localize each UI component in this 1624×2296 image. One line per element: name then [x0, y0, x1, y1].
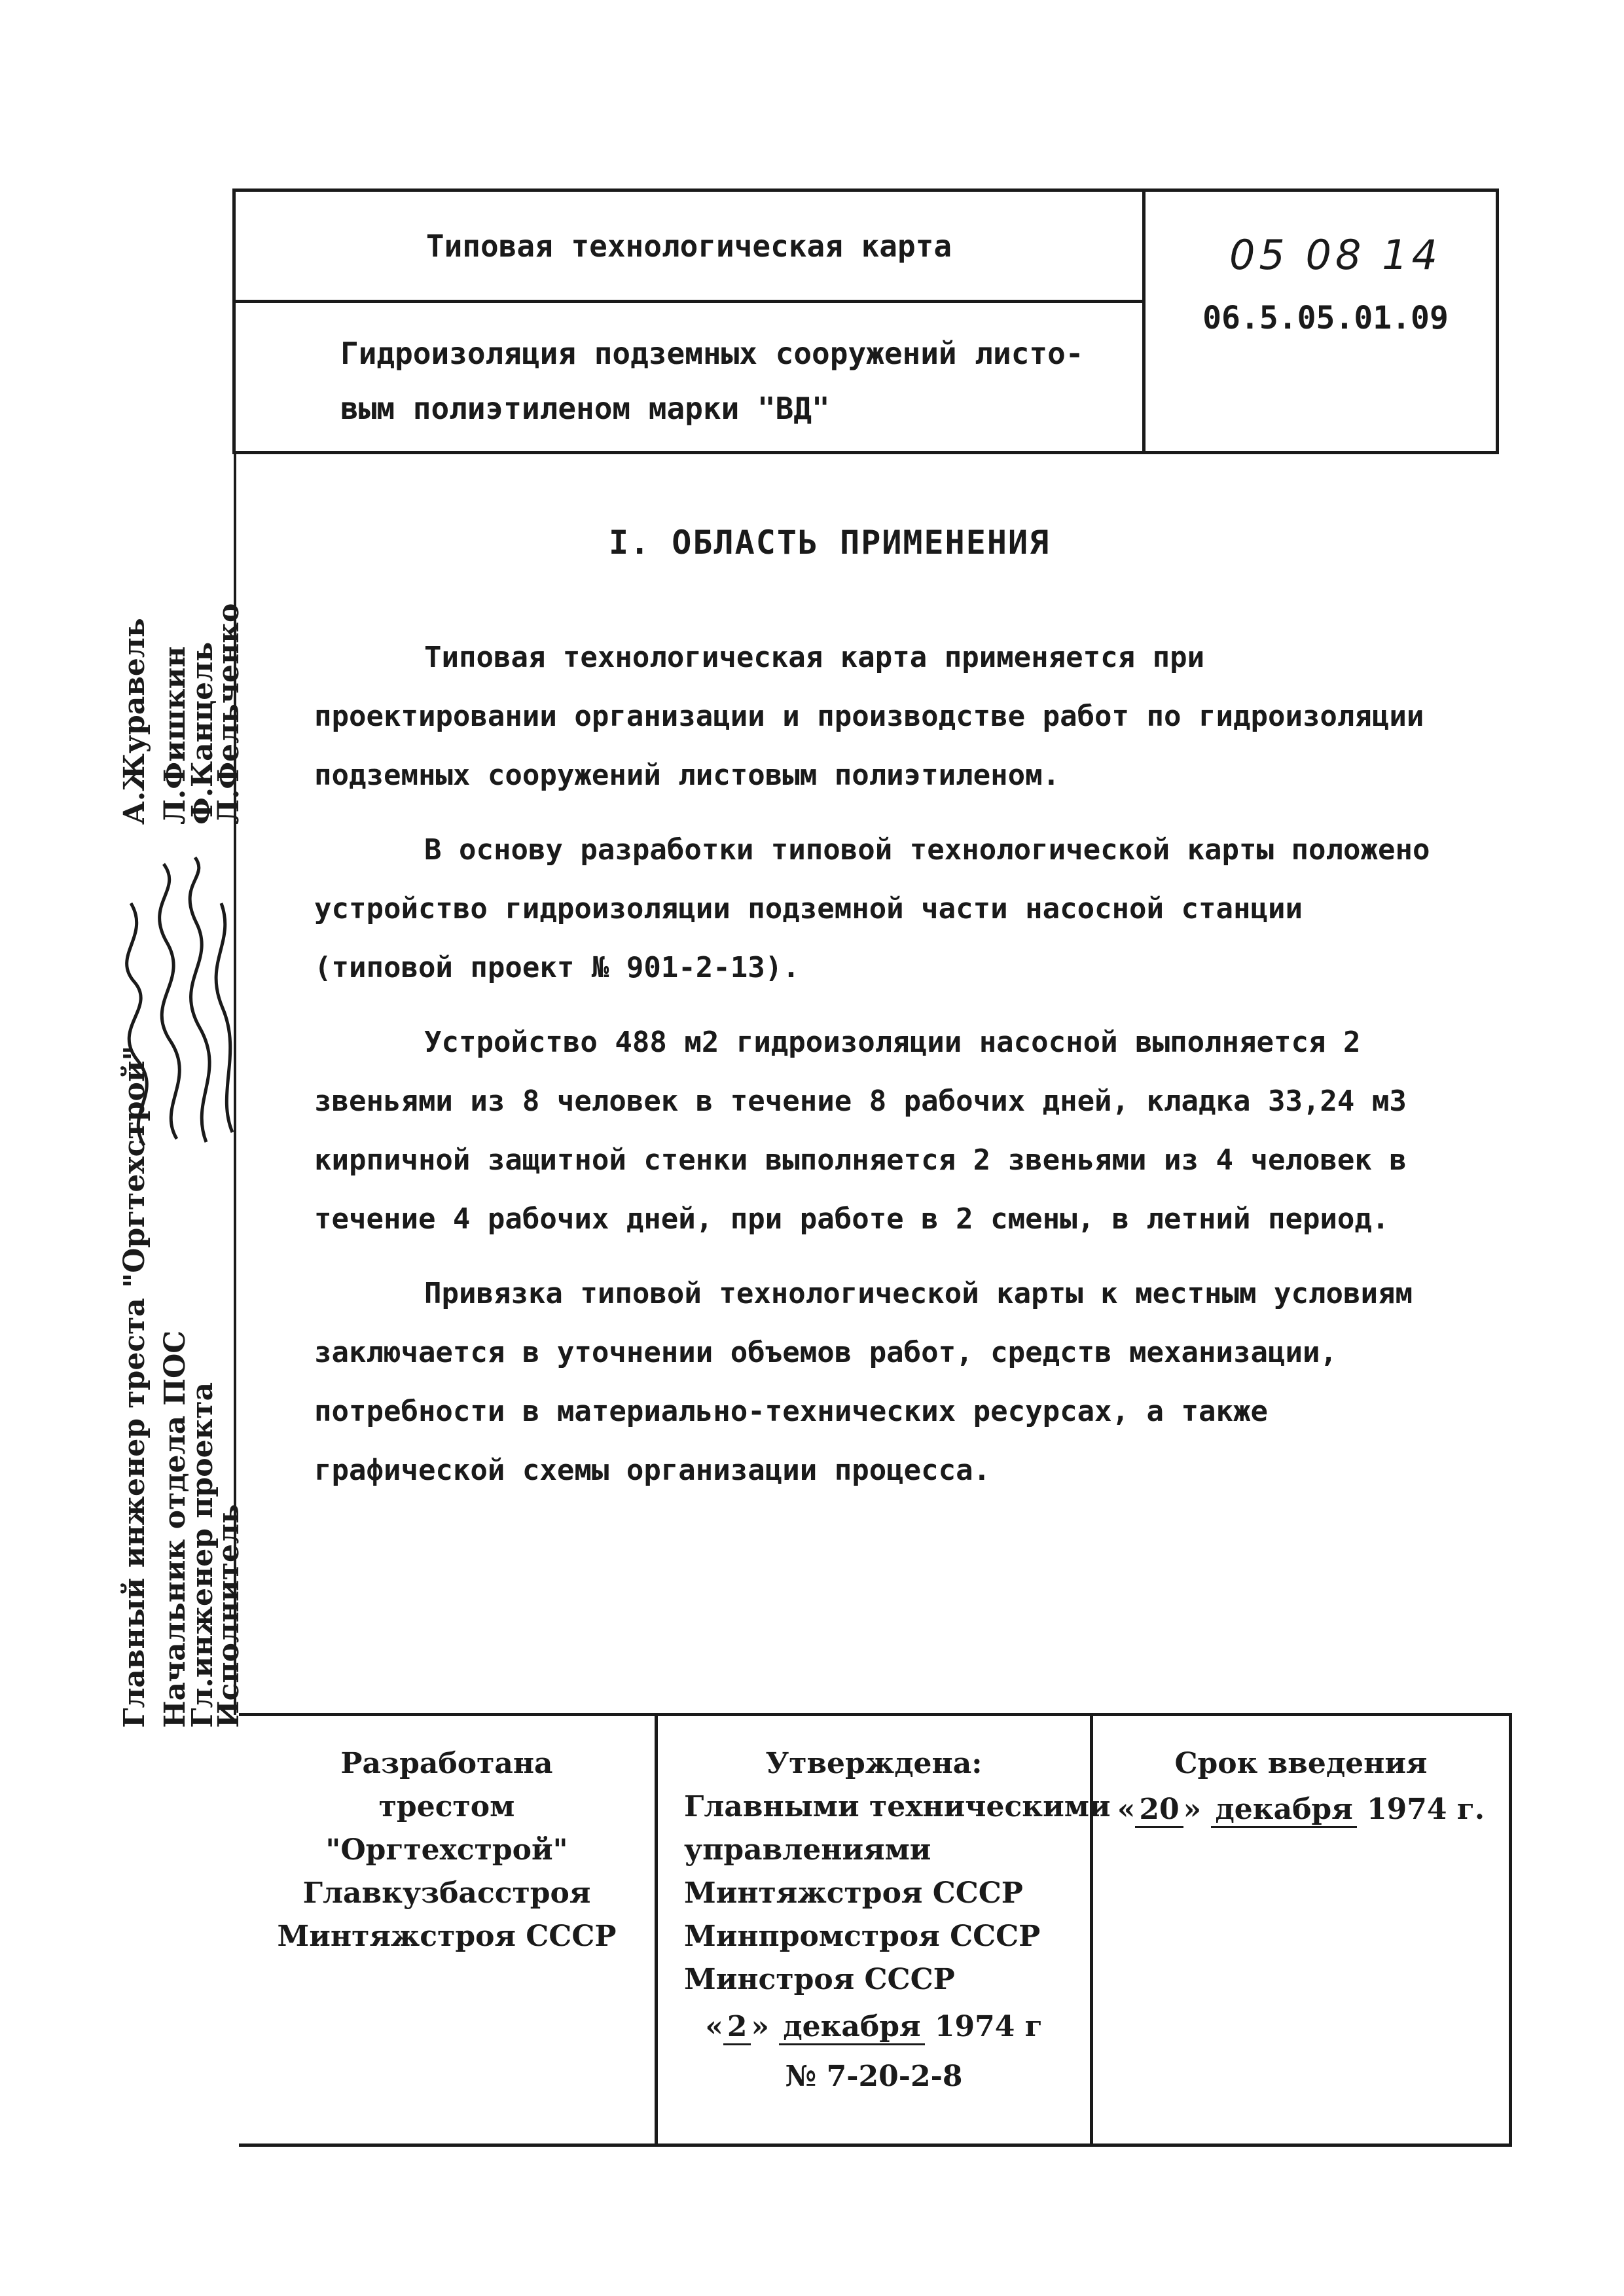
signature-role: Начальник отдела ПОС — [158, 1330, 192, 1728]
approved-day: 2 — [723, 2010, 751, 2045]
approved-title: Утверждена: — [765, 1747, 983, 1780]
approval-table — [239, 1713, 1512, 2147]
document-type: Типовая технологическая карта — [425, 228, 952, 264]
developed-line: Разработана — [340, 1747, 553, 1780]
section-body — [314, 628, 1440, 1516]
approved-line: управлениями — [684, 1833, 931, 1867]
handwritten-signatures — [118, 851, 242, 1152]
approved-number: № 7-20-2-8 — [785, 2060, 963, 2093]
effective-month: декабря — [1211, 1793, 1356, 1828]
title-block — [232, 188, 1499, 454]
effective-title: Срок введения — [1174, 1747, 1428, 1780]
approved-year: 1974 г — [934, 2010, 1043, 2043]
table-divider — [1509, 1716, 1512, 2144]
signature-name: Л.Фишкин — [158, 646, 192, 825]
signature-role: Главный инженер треста "Оргтехстрой" — [118, 1045, 151, 1728]
document-code: 06.5.05.01.09 — [1202, 300, 1449, 336]
signature-name: Л.Фельченко — [212, 603, 245, 825]
developed-line: "Оргтехстрой" — [325, 1833, 568, 1867]
section-title: I. ОБЛАСТЬ ПРИМЕНЕНИЯ — [609, 524, 1051, 562]
approved-date: « 2 » декабря 1974 г — [658, 2005, 1090, 2049]
signature-name: Ф.Канцель — [186, 641, 219, 825]
paragraph: В основу разработки типовой технологической карты положено устройство гидроизоляции подземной части насосной станции (типовой проект № 901-2-13). — [314, 833, 1430, 984]
effective-year: 1974 г. — [1367, 1793, 1485, 1826]
signature-name: А.Журавель — [118, 618, 151, 825]
approved-month: декабря — [779, 2010, 924, 2045]
effective-date: « 20 » декабря 1974 г. — [1093, 1788, 1509, 1831]
signature-row — [118, 618, 154, 1728]
signature-column — [118, 603, 249, 1728]
title-block-divider — [1142, 192, 1146, 451]
signature-role: Гл.инженер проекта — [186, 1382, 219, 1728]
approved-line: Главными техническими — [684, 1790, 1111, 1823]
developed-line: Главкузбасстроя — [302, 1876, 591, 1910]
paragraph: Типовая технологическая карта применяется при проектировании организации и производстве работ по гидроизоляции подземных сооружений листовым полиэтиленом. — [314, 641, 1424, 792]
effective-date-cell — [1093, 1742, 1509, 1831]
developed-by-cell — [239, 1742, 655, 1958]
approved-line: Минпромстроя СССР — [684, 1920, 1041, 1953]
title-block-divider — [236, 300, 1142, 303]
signature-role: Исполнитель — [212, 1504, 245, 1728]
approved-by-cell — [658, 1742, 1111, 2098]
approved-line: Минстроя СССР — [684, 1963, 955, 1996]
handwritten-code: 05 08 14 — [1229, 231, 1442, 279]
developed-line: Минтяжстроя СССР — [277, 1920, 617, 1953]
document-subject: Гидроизоляция подземных сооружений листо- вым полиэтиленом марки "ВД" — [340, 336, 1084, 426]
approved-line: Минтяжстроя СССР — [684, 1876, 1023, 1910]
paragraph: Устройство 488 м2 гидроизоляции насосной выполняется 2 звеньями из 8 человек в течение 8 рабочих дней, кладка 33,24 м3 кирпичной защитной стенки выполняется 2 звеньями из 4 человек в течение 4 рабочих дней, при работе в 2 смены, в летний период. — [314, 1026, 1407, 1236]
developed-line: трестом — [378, 1790, 515, 1823]
effective-day: 20 — [1135, 1793, 1183, 1828]
signature-row — [212, 603, 249, 1728]
paragraph: Привязка типовой технологической карты к местным условиям заключается в уточнении объемов работ, средств механизации, потребности в материально-технических ресурсах, а также графической схемы организации процесса. — [314, 1277, 1413, 1487]
